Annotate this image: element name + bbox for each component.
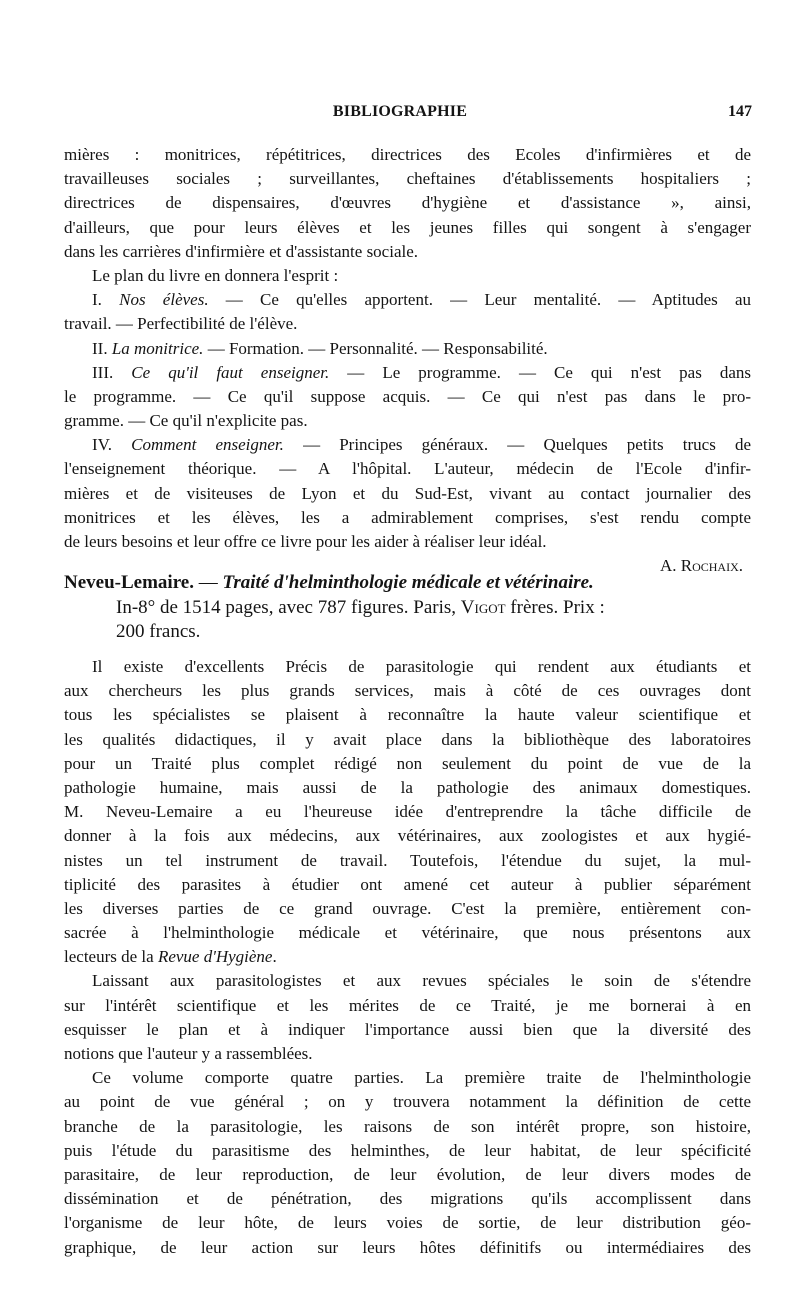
part-topics: — Formation. — Personnalité. — Responsabilité. xyxy=(203,338,548,358)
text-line: pour un Traité plus complet rédigé non seulement du point de vue de la xyxy=(64,753,751,773)
text-line: l'enseignement théorique. — A l'hôpital. L'auteur, médecin de l'Ecole d'infir- xyxy=(64,459,751,479)
text-line: Laissant aux parasitologistes et aux revues spéciales le soin de s'étendre xyxy=(92,971,751,991)
part-number: IV. xyxy=(92,435,112,455)
part-topics: — Ce qu'elles apportent. — Leur mentalité. — Aptitudes au xyxy=(208,290,752,310)
review-rochaix xyxy=(64,143,751,578)
text-line: tiplicité des parasites à étudier ont amené cet auteur à publier séparément xyxy=(64,874,751,894)
text-line: Ce volume comporte quatre parties. La première traite de l'helminthologie xyxy=(92,1068,751,1088)
text-line: nistes un tel instrument de travail. Toutefois, l'étendue du sujet, la mul- xyxy=(64,850,751,870)
text-fragment: . xyxy=(272,947,277,967)
book-details xyxy=(64,596,754,620)
text-line: graphique, de leur action sur leurs hôtes définitifs ou intermédiaires des xyxy=(64,1237,751,1257)
text-line: les qualités didactiques, il y avait place dans la bibliothèque des laboratoires xyxy=(64,729,751,749)
text-line: Il existe d'excellents Précis de parasitologie qui rendent aux étudiants et xyxy=(92,657,751,676)
part-title: La monitrice. xyxy=(111,338,204,358)
text-line: aux chercheurs les plus grands services, mais à côté de ces ouvrages dont xyxy=(64,681,751,701)
book-format: In-8° de 1514 pages, avec 787 figures. Paris, xyxy=(116,597,461,618)
part-number: III. xyxy=(92,362,114,382)
book-author: Neveu-Lemaire. xyxy=(64,572,194,593)
text-line: mières : monitrices, répétitrices, directrices des Ecoles d'infirmières et de xyxy=(64,145,751,164)
text-line: tous les spécialistes se plaisent à reconnaître la haute valeur scientifique et xyxy=(64,705,751,725)
text-line: dissémination et de pénétration, des migrations qu'ils accomplissent dans xyxy=(64,1189,751,1209)
plan-part-3 xyxy=(64,361,751,385)
book-price-label: frères. Prix : xyxy=(505,597,605,618)
plan-part-1 xyxy=(64,288,751,312)
text-line: sacrée à l'helminthologie médicale et vétérinaire, que nous présentons aux xyxy=(64,923,751,943)
reviewer-signature: A. Rochaix. xyxy=(659,556,743,576)
review-neveu-lemaire xyxy=(64,655,751,1260)
part-number: I. xyxy=(92,290,102,310)
text-line xyxy=(64,945,751,969)
part-topics: — Le programme. — Ce qui n'est pas dans xyxy=(329,362,752,382)
part-title: Nos élèves. xyxy=(119,290,209,310)
text-line: gramme. — Ce qu'il n'explicite pas. xyxy=(64,411,308,431)
text-fragment: lecteurs de la xyxy=(64,947,158,967)
plan-part-2 xyxy=(64,337,751,361)
text-line: pathologie humaine, mais aussi de la pathologie des animaux domestiques. xyxy=(64,777,751,797)
text-line: l'organisme de leur hôte, de leurs voies de sortie, de leur distribution géo- xyxy=(64,1213,751,1233)
text-line: sur l'intérêt scientifique et les mérites de ce Traité, je me bornerai à en xyxy=(64,995,751,1015)
part-title: Comment enseigner. xyxy=(131,435,284,455)
running-head xyxy=(0,103,800,127)
part-number: II. xyxy=(92,338,108,358)
book-publisher: Vigot xyxy=(460,597,506,618)
text-line: branche de la parasitologie, les raisons de son intérêt propre, son histoire, xyxy=(64,1116,751,1136)
journal-title: Revue d'Hygiène xyxy=(157,947,273,967)
text-line: donner à la fois aux médecins, aux vétérinaires, aux zoologistes et aux hygié- xyxy=(64,826,751,846)
text-line: parasitaire, de leur reproduction, de leur évolution, de leur divers modes de xyxy=(64,1164,751,1184)
text-line: notions que l'auteur y a rassemblées. xyxy=(64,1044,313,1063)
part-title: Ce qu'il faut enseigner. xyxy=(131,362,330,382)
plan-part-4 xyxy=(64,433,751,457)
text-line: de leurs besoins et leur offre ce livre pour les aider à réaliser leur idéal. xyxy=(64,532,547,551)
text-line: mières et de visiteuses de Lyon et du Sud-Est, vivant au contact journalier des xyxy=(64,483,751,503)
running-title: BIBLIOGRAPHIE xyxy=(332,103,468,120)
text-line: au point de vue général ; on y trouvera notamment la définition de cette xyxy=(64,1092,751,1112)
book-price: 200 francs. xyxy=(116,621,201,642)
text-line: le programme. — Ce qu'il suppose acquis. — Ce qui n'est pas dans le pro- xyxy=(64,386,751,406)
title-dash: — xyxy=(193,572,223,593)
text-line: monitrices et les élèves, les a admirablement comprises, s'est rendu compte xyxy=(64,507,751,527)
part-topics: — Principes généraux. — Quelques petits trucs de xyxy=(283,435,752,455)
text-line: les diverses parties de ce grand ouvrage. C'est la première, entièrement con- xyxy=(64,898,751,918)
review-citation xyxy=(64,570,754,596)
page-number: 147 xyxy=(728,103,752,120)
text-line: puis l'étude du parasitisme des helminthes, de leur habitat, de leur spécificité xyxy=(64,1140,751,1160)
plan-intro: Le plan du livre en donnera l'esprit : xyxy=(92,265,339,285)
text-line: d'ailleurs, que pour leurs élèves et les jeunes filles qui songent à s'engager xyxy=(64,217,751,237)
text-line: travail. — Perfectibilité de l'élève. xyxy=(64,314,298,334)
text-line: M. Neveu-Lemaire a eu l'heureuse idée d'entreprendre la tâche difficile de xyxy=(64,802,751,822)
book-title: Traité d'helminthologie médicale et vétérinaire. xyxy=(222,572,594,593)
text-line: directrices de dispensaires, d'œuvres d'hygiène et d'assistance », ainsi, xyxy=(64,193,751,213)
review-heading xyxy=(64,570,754,644)
text-line: dans les carrières d'infirmière et d'assistante sociale. xyxy=(64,241,419,261)
text-line: travailleuses sociales ; surveillantes, cheftaines d'établissements hospitaliers ; xyxy=(64,169,751,189)
text-line: esquisser le plan et à indiquer l'importance aussi bien que la diversité des xyxy=(64,1019,751,1039)
